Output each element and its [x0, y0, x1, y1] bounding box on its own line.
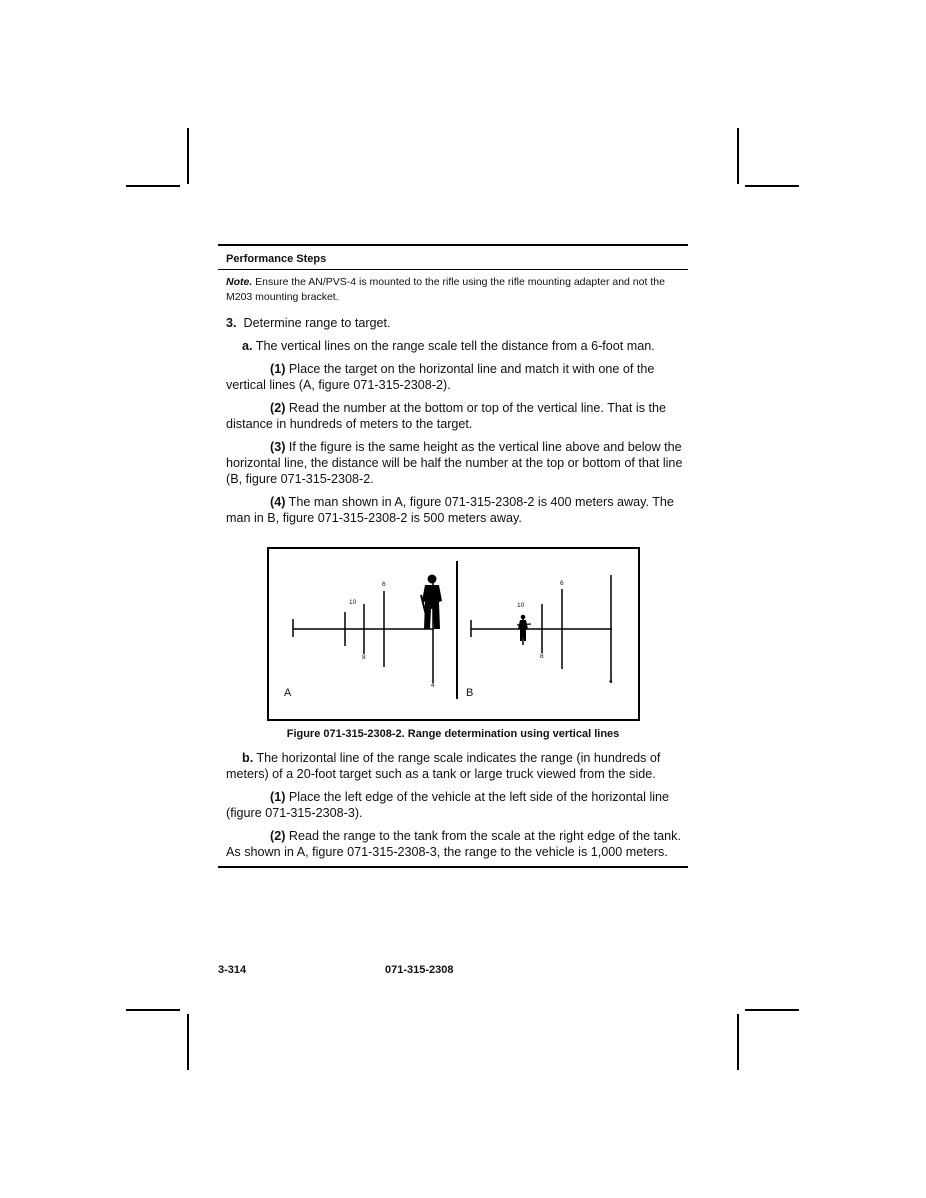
bottom-rule: [218, 866, 688, 868]
section-header: Performance Steps: [226, 253, 327, 265]
substep-a2: [226, 400, 688, 432]
substep-label: (3): [270, 440, 286, 454]
note: [226, 275, 688, 305]
crop-mark: [745, 1009, 799, 1011]
crop-mark: [126, 1009, 180, 1011]
substep-label: b.: [242, 751, 254, 765]
substep-a1: [226, 361, 688, 393]
soldier-silhouette-b: [517, 615, 531, 641]
tick-label-8: 8: [362, 654, 366, 661]
substep-text: The vertical lines on the range scale tell the distance from a 6-foot man.: [252, 339, 655, 353]
step-number: 3.: [226, 316, 237, 330]
note-text: Ensure the AN/PVS-4 is mounted to the rifle using the rifle mounting adapter and not the M203 mounting bracket.: [226, 276, 665, 303]
substep-b: [226, 750, 688, 782]
tick-label-4: 4: [609, 678, 613, 685]
crop-mark: [187, 1014, 189, 1070]
substep-b2: [226, 828, 688, 860]
task-number: 071-315-2308: [385, 964, 454, 976]
range-figure: [267, 547, 640, 721]
substep-text: The man shown in A, figure 071-315-2308-2 is 400 meters away. The man in B, figure 071-315-2308-2 is 500 meters away.: [226, 495, 674, 525]
substep-label: a.: [242, 339, 253, 353]
tick-label-6: 6: [560, 580, 564, 587]
substep-label: (2): [270, 829, 286, 843]
crop-mark: [737, 128, 739, 184]
page-number: 3-314: [218, 964, 247, 976]
substep-text: If the figure is the same height as the vertical line above and below the horizontal line, the distance will be half the number at the top or bottom of that line (B, figure 071-315-2308-2.: [226, 440, 683, 486]
substep-a: [226, 338, 688, 354]
tick-label-10: 10: [349, 599, 357, 606]
substep-label: (4): [270, 495, 286, 509]
substep-text: Place the left edge of the vehicle at the left side of the horizontal line (figure 071-315-2308-3).: [226, 790, 670, 820]
substep-text: Read the number at the bottom or top of the vertical line. That is the distance in hundreds of meters to the target.: [226, 401, 666, 431]
substep-text: Place the target on the horizontal line and match it with one of the vertical lines (A, figure 071-315-2308-2).: [226, 362, 655, 392]
substep-text: The horizontal line of the range scale indicates the range (in hundreds of meters) of a 20-foot target such as a tank or large truck viewed from the side.: [226, 751, 661, 781]
range-scale-diagram: [269, 549, 638, 719]
soldier-silhouette-a: [421, 575, 442, 630]
page-content: [218, 244, 688, 859]
tick-label-8: 8: [540, 653, 544, 660]
tick-label-6: 6: [382, 581, 386, 588]
panel-b-label: B: [466, 687, 474, 699]
crop-mark: [745, 185, 799, 187]
substep-label: (2): [270, 401, 286, 415]
substeps-b: [218, 750, 688, 868]
crop-mark: [737, 1014, 739, 1070]
substep-label: (1): [270, 362, 286, 376]
substep-label: (1): [270, 790, 286, 804]
step-text: Determine range to target.: [243, 316, 391, 330]
tick-label-4: 4: [431, 682, 435, 689]
figure-caption: Figure 071-315-2308-2. Range determination using vertical lines: [286, 728, 620, 740]
crop-mark: [126, 185, 180, 187]
substep-a3: [226, 439, 688, 487]
tick-label-10: 10: [517, 602, 525, 609]
crop-mark: [187, 128, 189, 184]
substep-a4: [226, 494, 688, 526]
step-3: [226, 315, 688, 331]
substep-text: Read the range to the tank from the scale at the right edge of the tank. As shown in A, figure 071-315-2308-3, the range to the vehicle is 1,000 meters.: [226, 829, 681, 859]
substep-b1: [226, 789, 688, 821]
panel-a-label: A: [284, 687, 292, 699]
note-label: Note.: [226, 276, 253, 288]
header-rule: [218, 269, 688, 270]
